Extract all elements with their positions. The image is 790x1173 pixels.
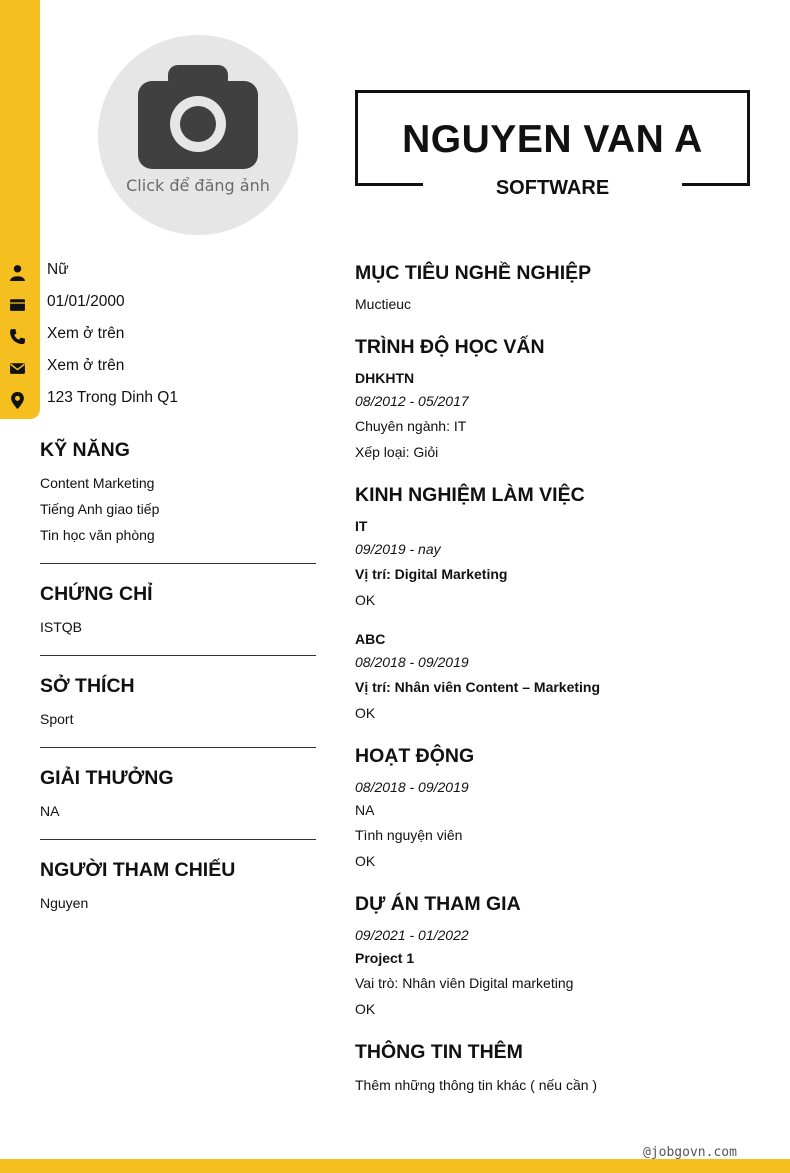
projects-title: DỰ ÁN THAM GIA — [355, 893, 521, 915]
job-company[interactable]: ABC — [355, 631, 386, 647]
education-school[interactable]: DHKHTN — [355, 370, 415, 386]
objective-text[interactable]: Muctieuc — [355, 296, 412, 312]
photo-upload-caption: Click để đăng ảnh — [126, 176, 270, 195]
education-major[interactable]: Chuyên ngành: IT — [355, 418, 467, 434]
reference-item[interactable]: Nguyen — [40, 895, 89, 911]
activity-description[interactable]: OK — [355, 853, 376, 869]
hobbies-title: SỞ THÍCH — [40, 675, 135, 697]
certificates-title: CHỨNG CHỈ — [40, 583, 153, 605]
gender-value[interactable]: Nữ — [47, 261, 69, 278]
full-name[interactable]: NGUYEN VAN A — [402, 118, 703, 161]
job-description[interactable]: OK — [355, 592, 376, 608]
project-role[interactable]: Vai trò: Nhân viên Digital marketing — [355, 975, 574, 991]
skill-item[interactable]: Content Marketing — [40, 475, 155, 491]
phone-icon — [9, 328, 26, 345]
skill-item[interactable]: Tin học văn phòng — [40, 527, 155, 543]
section-divider — [40, 655, 316, 656]
additional-info-title: THÔNG TIN THÊM — [355, 1041, 523, 1063]
job-company[interactable]: IT — [355, 518, 368, 534]
skill-item[interactable]: Tiếng Anh giao tiếp — [40, 501, 160, 517]
mail-icon — [9, 360, 26, 377]
references-title: NGƯỜI THAM CHIẾU — [40, 859, 236, 881]
job-period[interactable]: 08/2018 - 09/2019 — [355, 654, 469, 670]
project-description[interactable]: OK — [355, 1001, 376, 1017]
watermark: @jobgovn.com — [643, 1145, 737, 1160]
accent-footer-bar — [0, 1159, 790, 1173]
camera-icon — [138, 65, 258, 169]
job-position[interactable]: Vị trí: Nhân viên Content – Marketing — [355, 679, 601, 695]
certificate-item[interactable]: ISTQB — [40, 619, 83, 635]
education-title: TRÌNH ĐỘ HỌC VẤN — [355, 336, 545, 358]
activity-period[interactable]: 08/2018 - 09/2019 — [355, 779, 469, 795]
awards-title: GIẢI THƯỞNG — [40, 767, 174, 789]
hobby-item[interactable]: Sport — [40, 711, 74, 727]
job-position[interactable]: Vị trí: Digital Marketing — [355, 566, 508, 582]
activity-org[interactable]: NA — [355, 802, 375, 818]
job-description[interactable]: OK — [355, 705, 376, 721]
address-value[interactable]: 123 Trong Dinh Q1 — [47, 389, 178, 406]
location-pin-icon — [9, 392, 26, 409]
section-divider — [40, 839, 316, 840]
education-period[interactable]: 08/2012 - 05/2017 — [355, 393, 469, 409]
phone-value[interactable]: Xem ở trên — [47, 325, 125, 342]
project-name[interactable]: Project 1 — [355, 950, 415, 966]
birthday-value[interactable]: 01/01/2000 — [47, 293, 125, 310]
activity-role[interactable]: Tình nguyện viên — [355, 827, 463, 843]
person-icon — [9, 264, 26, 281]
avatar-upload[interactable] — [98, 35, 298, 235]
section-divider — [40, 563, 316, 564]
award-item[interactable]: NA — [40, 803, 60, 819]
objective-title: MỤC TIÊU NGHỀ NGHIỆP — [355, 262, 592, 284]
project-period[interactable]: 09/2021 - 01/2022 — [355, 927, 469, 943]
job-period[interactable]: 09/2019 - nay — [355, 541, 441, 557]
accent-sidebar — [0, 0, 40, 419]
education-grade[interactable]: Xếp loại: Giỏi — [355, 444, 439, 460]
activities-title: HOẠT ĐỘNG — [355, 745, 475, 767]
experience-title: KINH NGHIỆM LÀM VIỆC — [355, 484, 585, 506]
skills-title: KỸ NĂNG — [40, 439, 130, 461]
section-divider — [40, 747, 316, 748]
additional-info-text[interactable]: Thêm những thông tin khác ( nếu cần ) — [355, 1077, 598, 1093]
email-value[interactable]: Xem ở trên — [47, 357, 125, 374]
job-title[interactable]: SOFTWARE — [495, 177, 610, 199]
calendar-icon — [9, 296, 26, 313]
